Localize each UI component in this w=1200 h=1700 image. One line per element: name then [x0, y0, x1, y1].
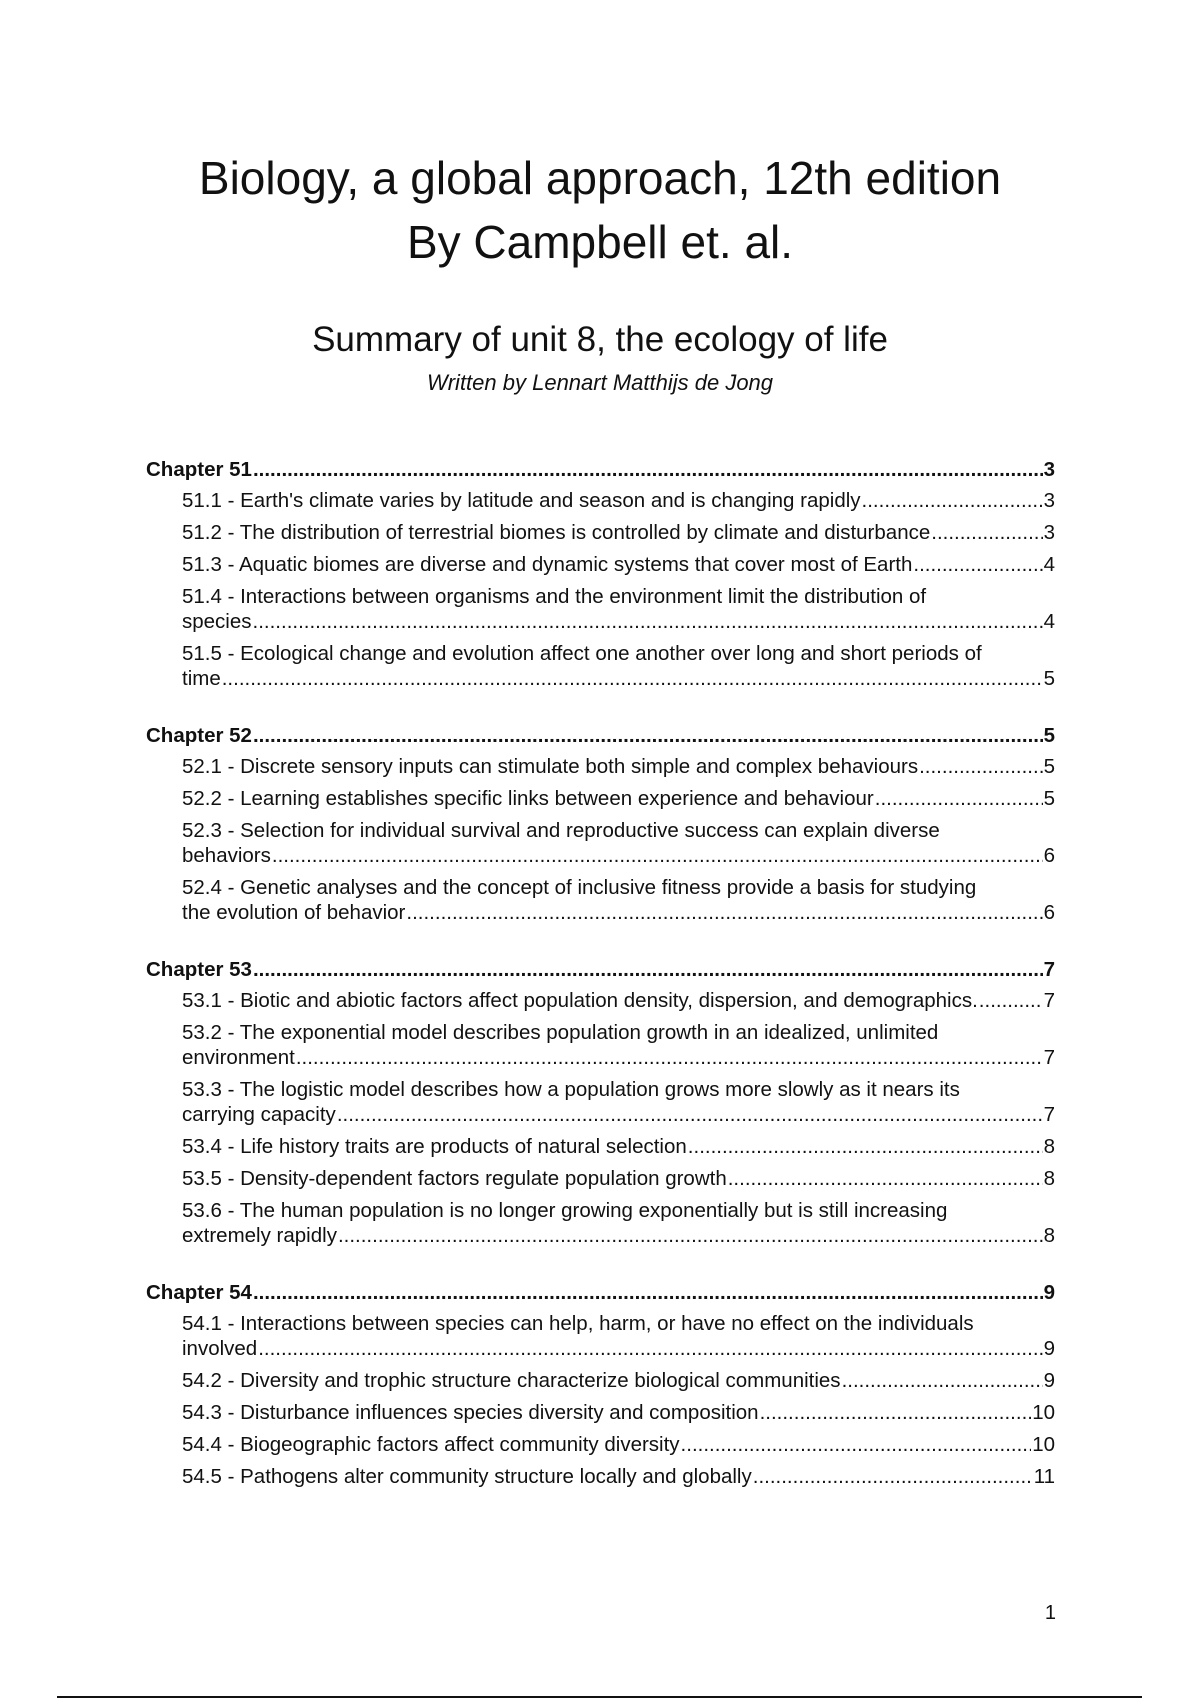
toc-leader-dots [875, 786, 1043, 811]
toc-section-entry[interactable] [182, 520, 1055, 545]
toc-section-label-line2: species [182, 610, 252, 633]
toc-section-entry[interactable] [182, 1400, 1055, 1425]
toc-leader-dots [919, 754, 1043, 779]
title-line-1: Biology, a global approach, 12th edition [198, 152, 1002, 204]
toc-leader-dots [913, 552, 1042, 577]
toc-section-label-line1: 54.1 - Interactions between species can help, harm, or have no effect on the individuals [182, 1312, 974, 1335]
toc-section-label: 54.4 - Biogeographic factors affect community diversity [182, 1433, 680, 1456]
toc-leader-dots [253, 1280, 1043, 1305]
toc-leader-dots [688, 1134, 1043, 1159]
toc-section-label: 54.3 - Disturbance influences species diversity and composition [182, 1401, 759, 1424]
toc-section-label-line2: carrying capacity [182, 1103, 336, 1126]
toc-section-entry[interactable] [182, 1311, 1055, 1361]
toc-page-number: 5 [1043, 787, 1055, 810]
toc-section-label: 53.4 - Life history traits are products of natural selection [182, 1135, 687, 1158]
toc-section-entry[interactable] [182, 641, 1055, 691]
toc-leader-dots [862, 488, 1043, 513]
toc-section-label: 52.2 - Learning establishes specific links between experience and behaviour [182, 787, 874, 810]
toc-section-label: 51.2 - The distribution of terrestrial biomes is controlled by climate and disturbance [182, 521, 931, 544]
toc-leader-dots [272, 843, 1043, 868]
toc-chapter-label: Chapter 52 [146, 724, 252, 747]
toc-leader-dots [760, 1400, 1032, 1425]
toc-page-number: 4 [1043, 610, 1055, 633]
toc-page-number: 3 [1043, 521, 1055, 544]
toc-page-number: 5 [1043, 755, 1055, 778]
toc-section-entry[interactable] [182, 1368, 1055, 1393]
toc-leader-dots [258, 1336, 1042, 1361]
toc-page-number: 9 [1043, 1369, 1055, 1392]
toc-chapter [146, 957, 1055, 1248]
toc-page-number: 11 [1033, 1465, 1055, 1488]
toc-leader-dots [406, 900, 1042, 925]
toc-leader-dots [753, 1464, 1033, 1489]
toc-chapter [146, 1280, 1055, 1489]
document-subtitle: Summary of unit 8, the ecology of life [312, 320, 888, 359]
toc-leader-dots [296, 1045, 1043, 1070]
toc-leader-dots [253, 957, 1043, 982]
toc-page-number: 5 [1043, 724, 1055, 747]
toc-page-number: 10 [1032, 1433, 1055, 1456]
toc-page-number: 7 [1043, 1103, 1055, 1126]
toc-section-label-line2: behaviors [182, 844, 271, 867]
toc-leader-dots [253, 609, 1043, 634]
toc-leader-dots [842, 1368, 1043, 1393]
toc-section-label: 54.5 - Pathogens alter community structure locally and globally [182, 1465, 752, 1488]
toc-leader-dots [222, 666, 1043, 691]
toc-leader-dots [728, 1166, 1043, 1191]
toc-section-entry[interactable] [182, 1020, 1055, 1070]
author-line: Written by Lennart Matthijs de Jong [426, 370, 774, 395]
toc-section-label-line1: 53.6 - The human population is no longer growing exponentially but is still increasing [182, 1199, 948, 1222]
toc-section-label-line2: involved [182, 1337, 258, 1360]
toc-section-label-line2: extremely rapidly [182, 1224, 337, 1247]
toc-section-label: 54.2 - Diversity and trophic structure characterize biological communities [182, 1369, 841, 1392]
toc-section-label-line1: 52.4 - Genetic analyses and the concept of inclusive fitness provide a basis for studying [182, 876, 977, 899]
toc-section-label-line1: 53.3 - The logistic model describes how a population grows more slowly as it nears its [182, 1078, 960, 1101]
toc-page-number: 8 [1043, 1224, 1055, 1247]
toc-section-entry[interactable] [182, 754, 1055, 779]
toc-chapter-label: Chapter 53 [146, 958, 252, 981]
toc-section-label-line2: the evolution of behavior [182, 901, 406, 924]
toc-leader-dots [253, 723, 1043, 748]
toc-chapter-label: Chapter 54 [146, 1281, 252, 1304]
toc-page-number: 7 [1043, 1046, 1055, 1069]
toc-section-entry[interactable] [182, 1464, 1055, 1489]
toc-section-entry[interactable] [182, 552, 1055, 577]
toc-leader-dots [979, 988, 1043, 1013]
toc-page-number: 7 [1043, 989, 1055, 1012]
toc-section-entry[interactable] [182, 1077, 1055, 1127]
toc-section-label: 53.5 - Density-dependent factors regulate population growth [182, 1167, 727, 1190]
toc-section-label-line1: 51.4 - Interactions between organisms and the environment limit the distribution of [182, 585, 927, 608]
toc-section-label: 51.1 - Earth's climate varies by latitude and season and is changing rapidly [182, 489, 861, 512]
toc-leader-dots [931, 520, 1042, 545]
toc-section-entry[interactable] [182, 1198, 1055, 1248]
toc-chapter-entry[interactable] [146, 957, 1055, 982]
toc-section-entry[interactable] [182, 1134, 1055, 1159]
toc-page-number: 3 [1043, 489, 1055, 512]
toc-section-entry[interactable] [182, 988, 1055, 1013]
toc-chapter-label: Chapter 51 [146, 458, 252, 481]
toc-page-number: 10 [1032, 1401, 1055, 1424]
toc-section-label: 51.3 - Aquatic biomes are diverse and dynamic systems that cover most of Earth [182, 553, 913, 576]
toc-section-label-line1: 53.2 - The exponential model describes population growth in an idealized, unlimited [182, 1021, 939, 1044]
toc-leader-dots [253, 457, 1043, 482]
table-of-contents [146, 457, 1055, 1521]
toc-page-number: 4 [1043, 553, 1055, 576]
toc-chapter-entry[interactable] [146, 457, 1055, 482]
toc-section-label-line1: 51.5 - Ecological change and evolution affect one another over long and short periods of [182, 642, 982, 665]
toc-page-number: 7 [1043, 958, 1055, 981]
toc-section-entry[interactable] [182, 786, 1055, 811]
toc-section-label-line2: environment [182, 1046, 295, 1069]
toc-section-label: 53.1 - Biotic and abiotic factors affect population density, dispersion, and demographics. [182, 989, 978, 1012]
toc-section-entry[interactable] [182, 584, 1055, 634]
toc-chapter [146, 457, 1055, 691]
toc-page-number: 6 [1043, 901, 1055, 924]
toc-chapter-entry[interactable] [146, 1280, 1055, 1305]
toc-section-label-line1: 52.3 - Selection for individual survival and reproductive success can explain diverse [182, 819, 940, 842]
title-line-2: By Campbell et. al. [406, 216, 794, 268]
toc-section-label: 52.1 - Discrete sensory inputs can stimulate both simple and complex behaviours [182, 755, 919, 778]
toc-section-label-line2: time [182, 667, 221, 690]
toc-page-number: 6 [1043, 844, 1055, 867]
page-bottom-rule [57, 1696, 1142, 1698]
toc-page-number: 5 [1043, 667, 1055, 690]
toc-leader-dots [338, 1223, 1043, 1248]
toc-chapter [146, 723, 1055, 925]
toc-section-entry[interactable] [182, 875, 1055, 925]
toc-leader-dots [681, 1432, 1032, 1457]
toc-section-entry[interactable] [182, 1166, 1055, 1191]
toc-leader-dots [337, 1102, 1043, 1127]
toc-page-number: 9 [1043, 1337, 1055, 1360]
toc-page-number: 8 [1043, 1135, 1055, 1158]
toc-chapter-entry[interactable] [146, 723, 1055, 748]
toc-page-number: 9 [1043, 1281, 1055, 1304]
toc-section-entry[interactable] [182, 488, 1055, 513]
page-number: 1 [1044, 1602, 1056, 1624]
toc-section-entry[interactable] [182, 1432, 1055, 1457]
document-title [0, 146, 1200, 274]
toc-page-number: 3 [1043, 458, 1055, 481]
toc-page-number: 8 [1043, 1167, 1055, 1190]
toc-section-entry[interactable] [182, 818, 1055, 868]
